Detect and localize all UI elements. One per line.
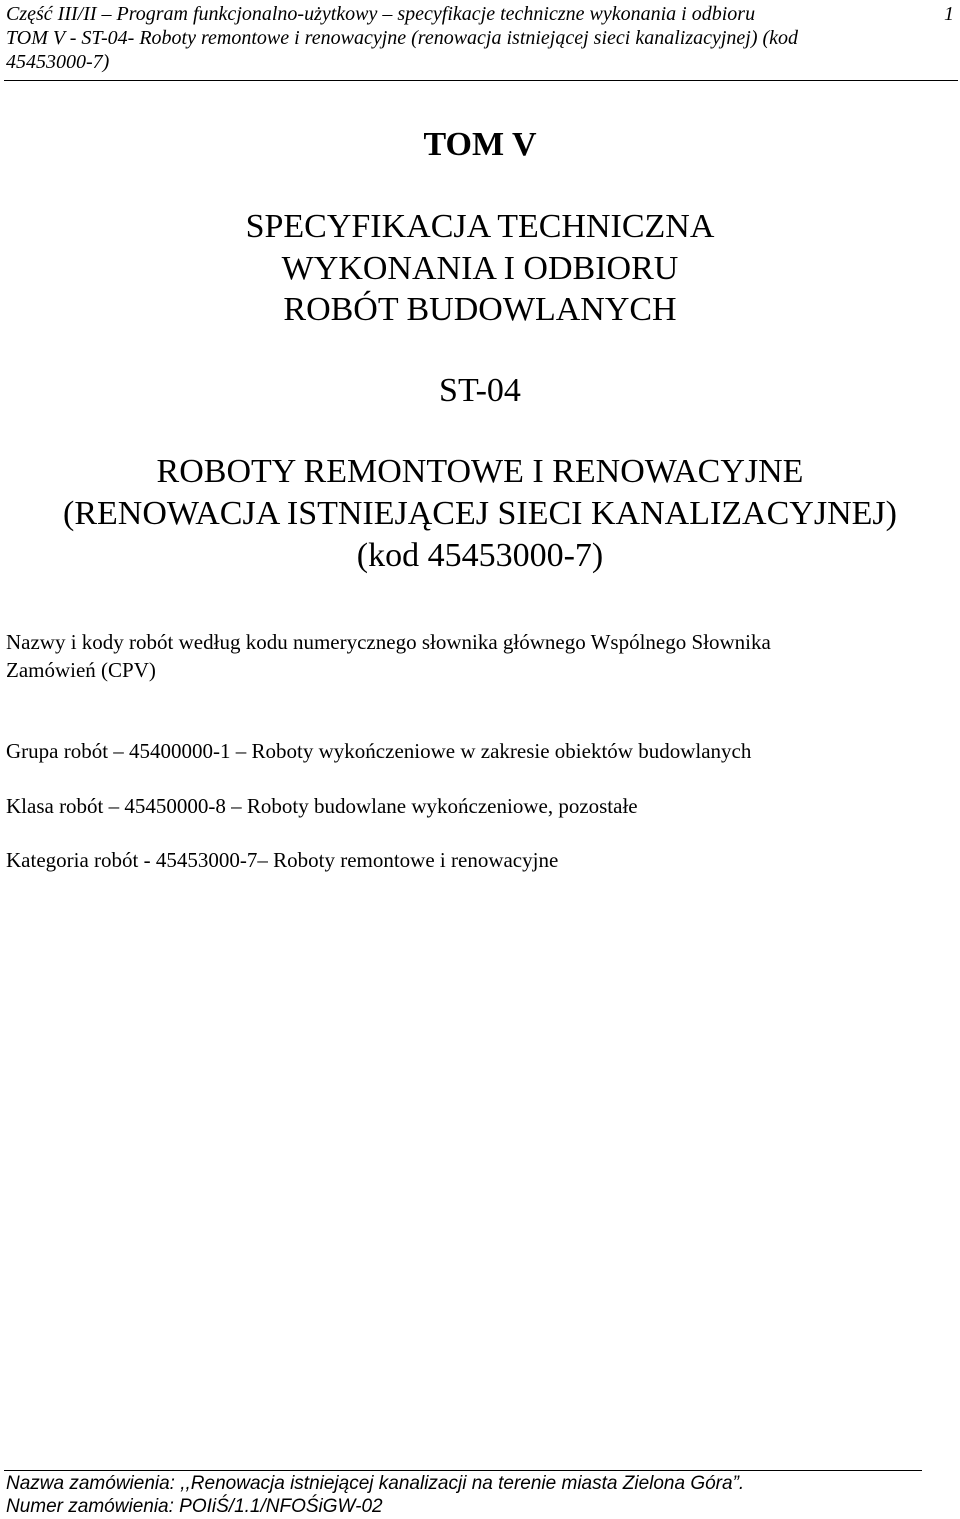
- cpv-class: Klasa robót – 45450000-8 – Roboty budowlane wykończeniowe, pozostałe: [6, 794, 638, 818]
- order-number: Numer zamówienia: POIiŚ/1.1/NFOŚiGW-02: [6, 1496, 383, 1517]
- cpv-group: Grupa robót – 45400000-1 – Roboty wykończeniowe w zakresie obiektów budowlanych: [6, 739, 752, 763]
- order-name: Nazwa zamówienia: ,,Renowacja istniejącej kanalizacji na terenie miasta Zielona Góra”.: [6, 1473, 745, 1494]
- spec-title-line3: ROBÓT BUDOWLANYCH: [283, 291, 677, 328]
- cpv-category: Kategoria robót - 45453000-7– Roboty remontowe i renowacyjne: [6, 848, 559, 872]
- header-line-part: Część III/II – Program funkcjonalno-użytkowy – specyfikacje techniczne wykonania i odbioru: [6, 3, 756, 25]
- page-number: 1: [944, 3, 954, 25]
- subject-line3: (kod 45453000-7): [356, 537, 604, 574]
- subject-line2: (RENOWACJA ISTNIEJĄCEJ SIECI KANALIZACYJNEJ): [63, 495, 897, 532]
- header-divider: [4, 80, 958, 81]
- cpv-intro-line1: Nazwy i kody robót według kodu numerycznego słownika głównego Wspólnego Słownika: [6, 630, 771, 654]
- spec-title-line1: SPECYFIKACJA TECHNICZNA: [245, 208, 715, 245]
- header-line-volume: TOM V - ST-04- Roboty remontowe i renowacyjne (renowacja istniejącej sieci kanalizacyjnej) (kod: [6, 27, 799, 49]
- subject-line1: ROBOTY REMONTOWE I RENOWACYJNE: [156, 453, 804, 490]
- footer-divider: [4, 1470, 922, 1471]
- cpv-intro-line2: Zamówień (CPV): [6, 658, 156, 682]
- volume-title: TOM V: [423, 126, 537, 163]
- header-line-code: 45453000-7): [6, 51, 110, 73]
- spec-title-line2: WYKONANIA I ODBIORU: [281, 250, 679, 287]
- spec-code: ST-04: [439, 372, 521, 409]
